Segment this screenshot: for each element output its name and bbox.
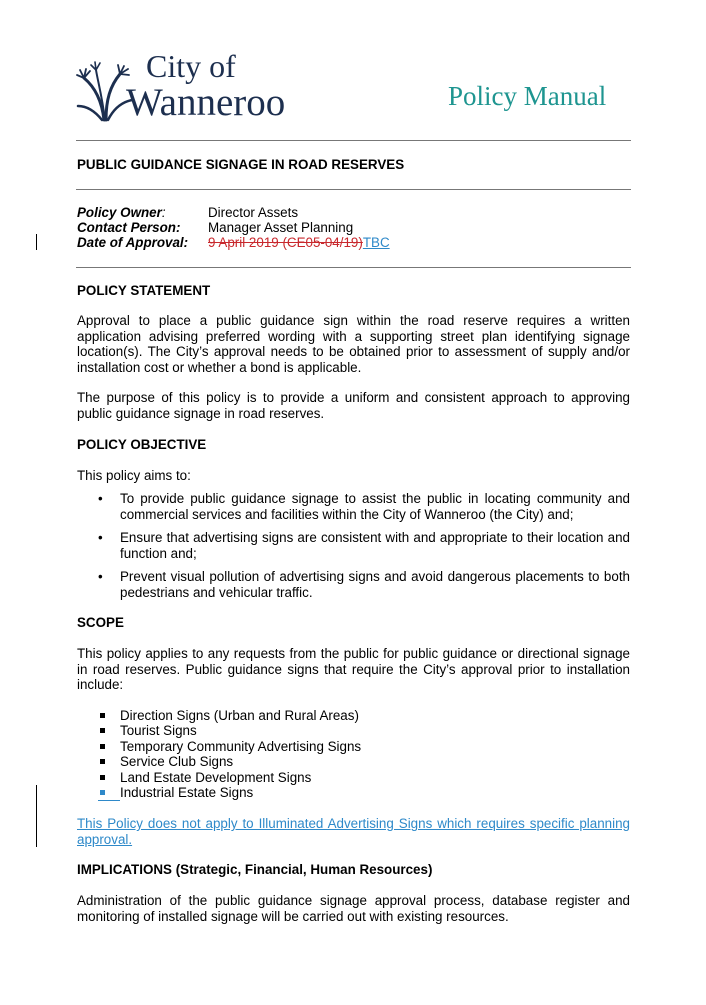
contact-person-label: Contact Person: — [77, 220, 181, 235]
square-bullet-icon — [100, 790, 105, 795]
scope-list-item: Tourist Signs — [120, 723, 197, 738]
inserted-scope-note: This Policy does not apply to Illuminated Advertising Signs which requires specific planning approval. — [77, 816, 630, 847]
policy-owner-value: Director Assets — [208, 205, 299, 220]
policy-owner-label: Policy Owner: — [77, 205, 166, 220]
inserted-approval-date: TBC — [362, 235, 390, 250]
scope-paragraph: This policy applies to any requests from the public for public guidance or directional signage in road reserves. Public guidance signs that require the City’s approval prior to installation include: — [77, 646, 630, 692]
divider — [76, 189, 631, 190]
scope-list-item: Land Estate Development Signs — [120, 770, 312, 785]
square-bullet-icon — [100, 713, 105, 718]
change-bar — [36, 234, 37, 250]
objective-item: To provide public guidance signage to assist the public in locating community and commercial services and facilities within the City of Wanneroo (the City) and; — [120, 491, 630, 522]
organisation-name-line2: Wanneroo — [126, 81, 286, 124]
organisation-name-line1: City of — [146, 48, 236, 84]
date-of-approval-value — [208, 235, 390, 251]
square-bullet-icon — [100, 759, 105, 764]
section-heading-policy-statement: POLICY STATEMENT — [77, 283, 211, 298]
section-heading-policy-objective: POLICY OBJECTIVE — [77, 437, 207, 452]
divider — [76, 140, 631, 141]
scope-list-item: Direction Signs (Urban and Rural Areas) — [120, 708, 359, 723]
bullet-icon: • — [98, 530, 103, 545]
objective-item: Ensure that advertising signs are consistent with and appropriate to their location and function and; — [120, 530, 630, 561]
contact-person-value: Manager Asset Planning — [208, 220, 354, 235]
policy-purpose-paragraph: The purpose of this policy is to provide a uniform and consistent approach to approving public guidance signage in road reserves. — [77, 390, 630, 421]
scope-list-item: Service Club Signs — [120, 754, 234, 769]
date-of-approval-label: Date of Approval: — [77, 235, 189, 250]
square-bullet-icon — [100, 775, 105, 780]
policy-statement-paragraph: Approval to place a public guidance sign within the road reserve requires a written application advising preferred wording with a supporting street plan identifying signage location(s). The City’s approval needs to be obtained prior to assessment of supply and/or installation cost or whether a bond is applicable. — [77, 313, 630, 375]
scope-list-item: Industrial Estate Signs — [120, 785, 254, 800]
square-bullet-icon — [100, 728, 105, 733]
bullet-icon: • — [98, 569, 103, 584]
inserted-underline — [98, 800, 120, 801]
scope-list-item: Temporary Community Advertising Signs — [120, 739, 362, 754]
divider — [76, 267, 631, 268]
objective-item: Prevent visual pollution of advertising signs and avoid dangerous placements to both pedestrians and vehicular traffic. — [120, 569, 630, 600]
square-bullet-icon — [100, 744, 105, 749]
manual-title: Policy Manual — [448, 81, 607, 111]
change-bar — [36, 785, 37, 847]
section-heading-scope: SCOPE — [77, 615, 124, 630]
document-title: PUBLIC GUIDANCE SIGNAGE IN ROAD RESERVES — [77, 157, 405, 172]
objective-intro: This policy aims to: — [77, 468, 191, 483]
bullet-icon: • — [98, 491, 103, 506]
deleted-approval-date: 9 April 2019 (CE05-04/19) — [208, 235, 363, 250]
section-heading-implications: IMPLICATIONS (Strategic, Financial, Human Resources) — [77, 862, 433, 877]
implications-paragraph: Administration of the public guidance signage approval process, database register and monitoring of installed signage will be carried out with existing resources. — [77, 893, 630, 924]
